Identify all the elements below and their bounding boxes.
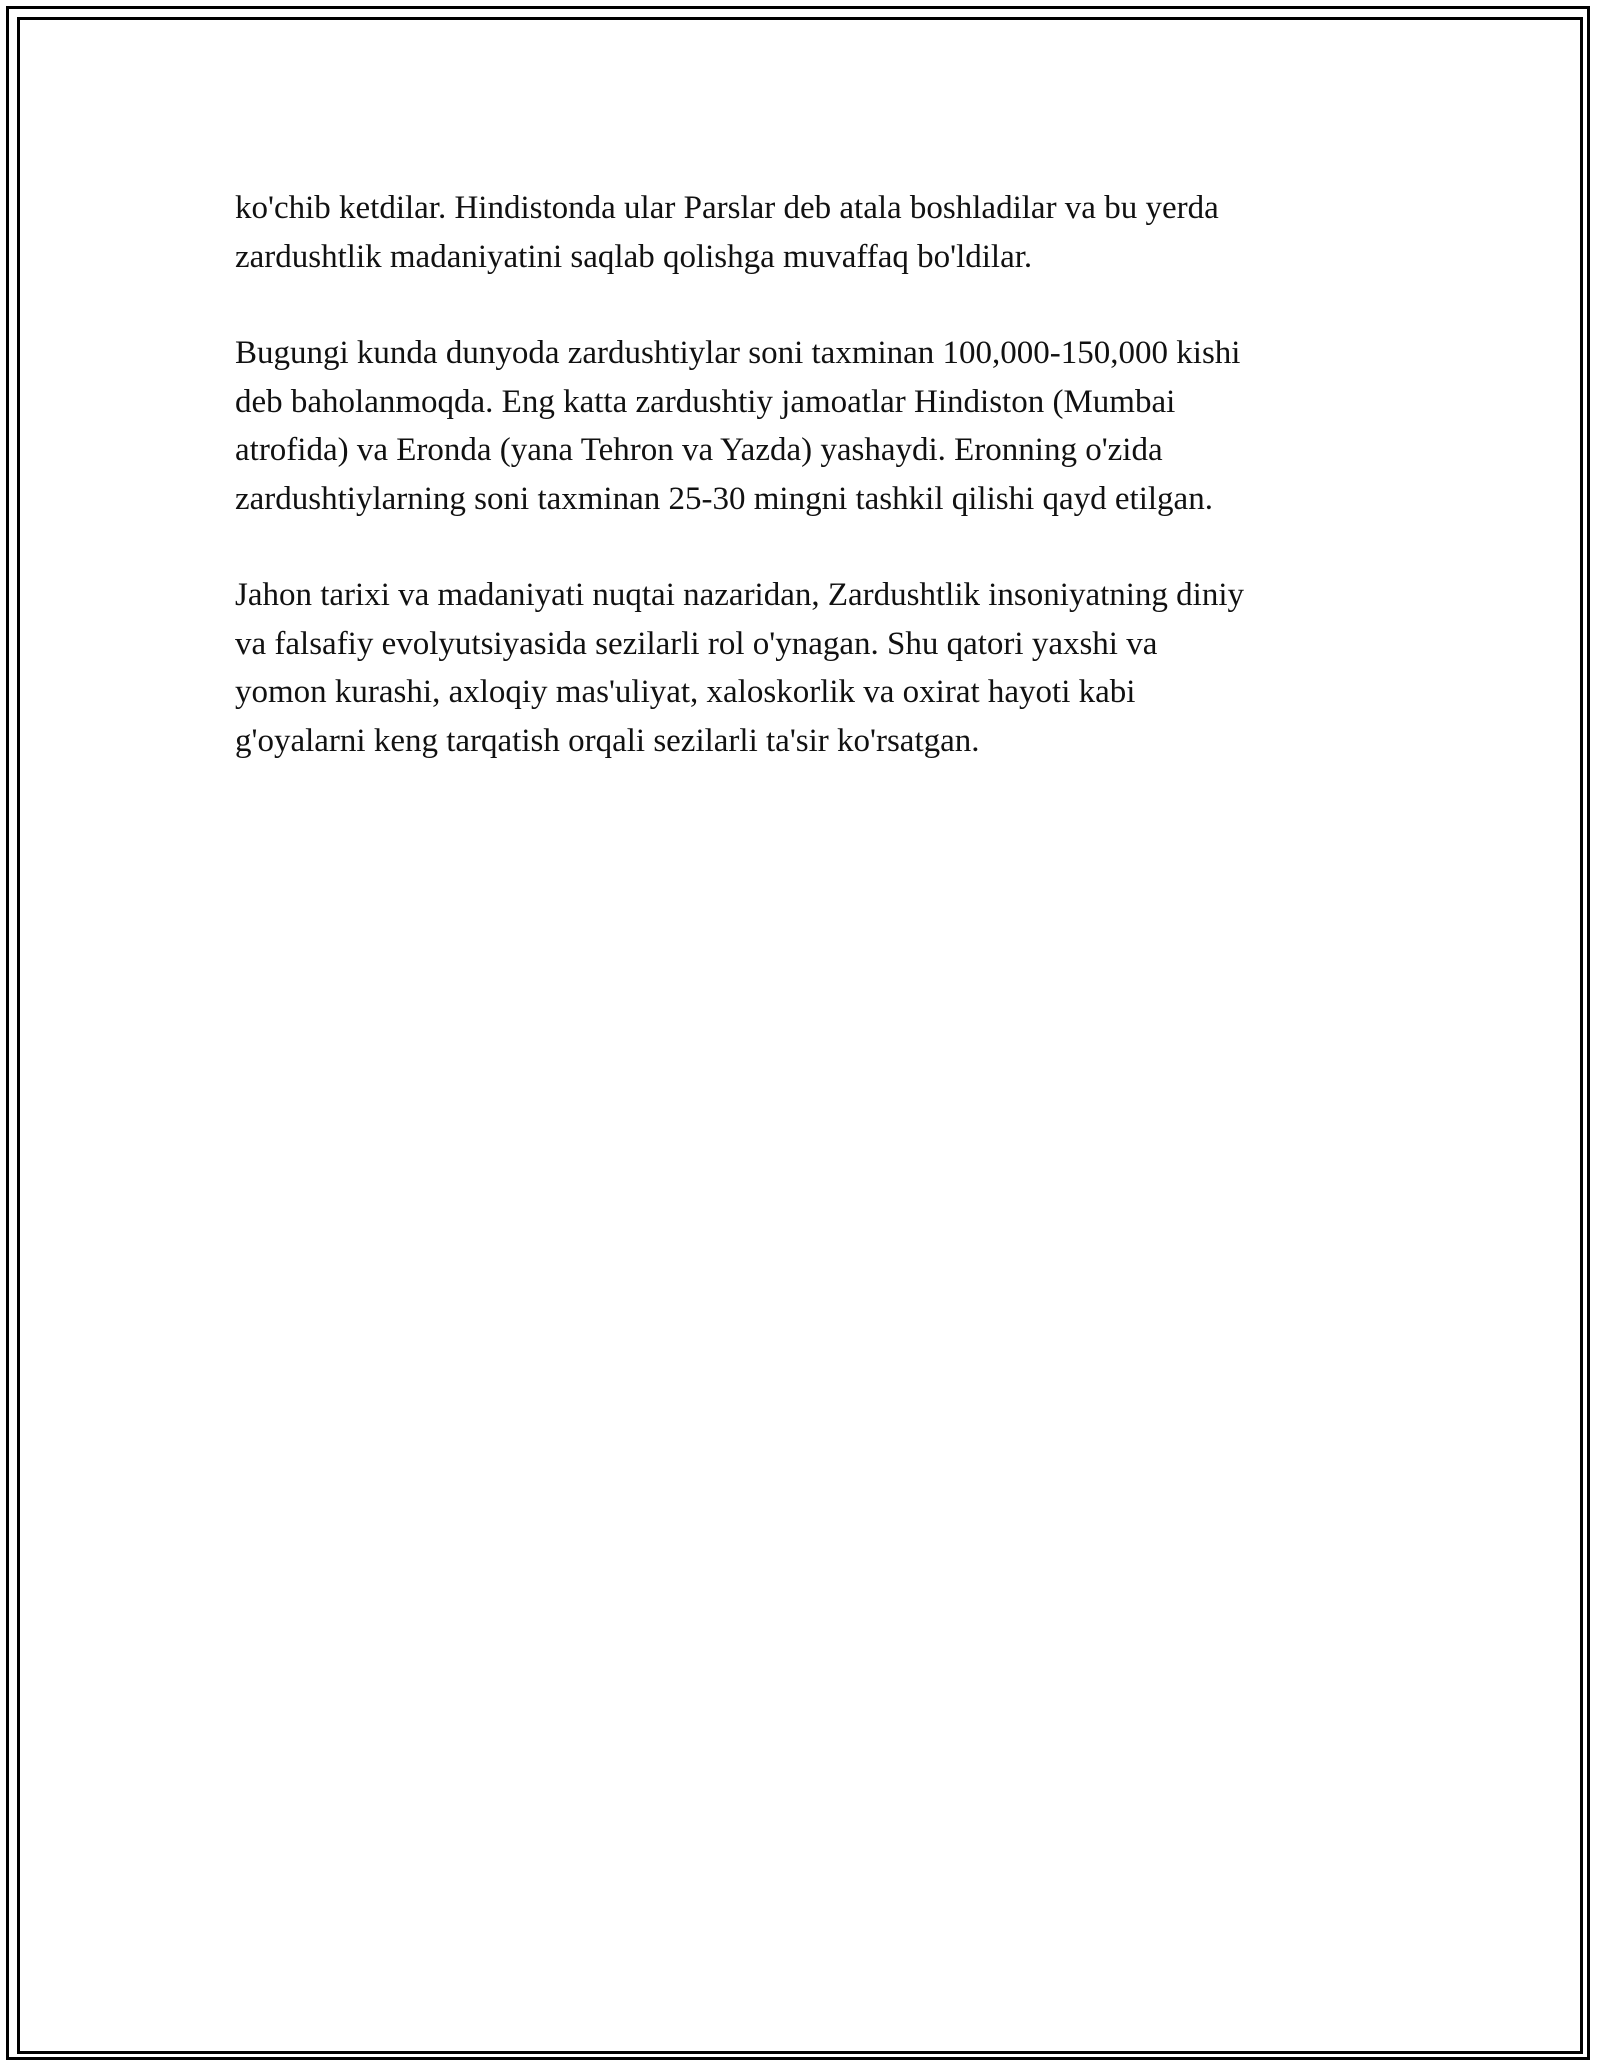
- paragraph-migration: ko'chib ketdilar. Hindistonda ular Parslar deb atala boshladilar va bu yerda zardushtlik madaniyatini saqlab qolishga muvaffaq bo'ldilar.: [235, 190, 1219, 275]
- paragraph-significance: Jahon tarixi va madaniyati nuqtai nazaridan, Zardushtlik insoniyatning diniy va falsafiy evolyutsiyasida sezilarli rol o'ynagan. Shu qatori yaxshi va yomon kurashi, axloqiy mas'uliyat, xaloskorlik va oxirat hayoti kabi g'oyalarni keng tarqatish orqali sezilarli ta'sir ko'rsatgan.: [235, 577, 1245, 759]
- document-body: [235, 184, 1375, 813]
- paragraph-population: Bugungi kunda dunyoda zardushtiylar soni taxminan 100,000-150,000 kishi deb baholanmoqda. Eng katta zardushtiy jamoatlar Hindiston (Mumbai atrofida) va Eronda (yana Tehron va Yazda) yashaydi. Eronning o'zida zardushtiylarning soni taxminan 25-30 mingni tashkil qilishi qayd etilgan.: [235, 335, 1241, 517]
